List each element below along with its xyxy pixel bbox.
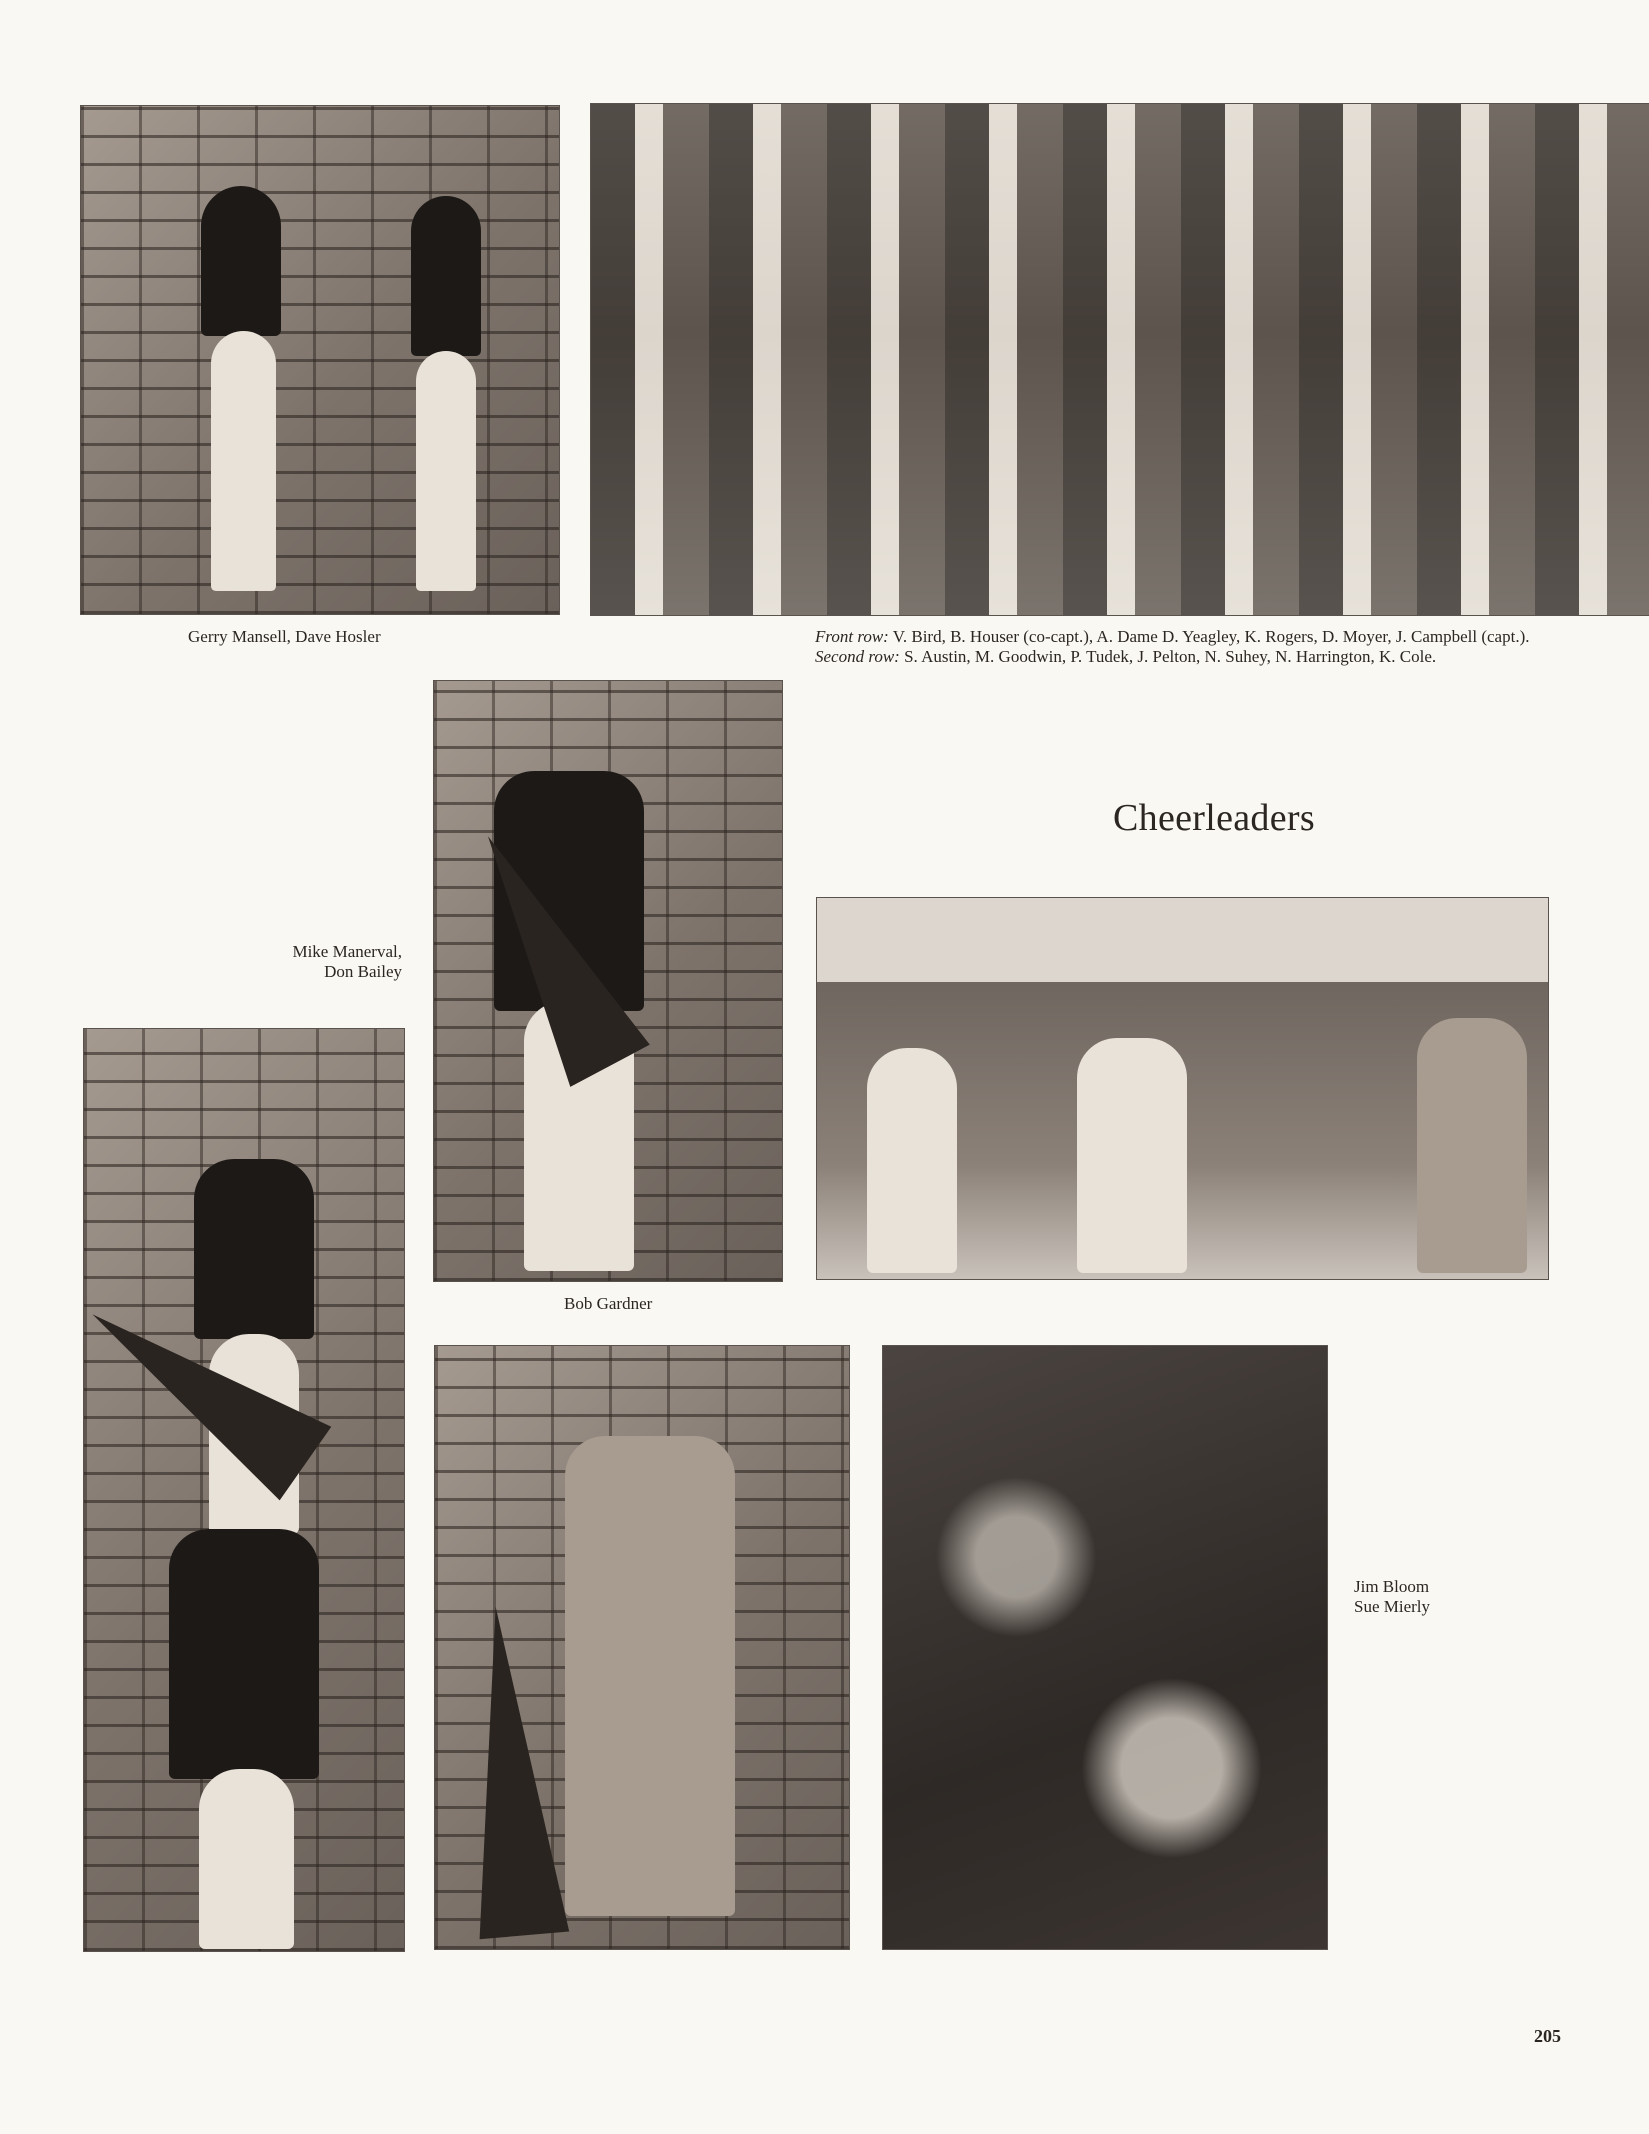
caption-gerry-dave: Gerry Mansell, Dave Hosler [188, 627, 381, 646]
caption-mike-don [240, 942, 402, 982]
caption-second-row-names: S. Austin, M. Goodwin, P. Tudek, J. Pelton, N. Suhey, N. Harrington, K. Cole. [899, 647, 1437, 666]
page-number: 205 [1534, 2026, 1561, 2046]
caption-mike: Mike Manerval, [292, 942, 402, 961]
photo-mike-don [83, 1028, 405, 1952]
caption-jim: Jim Bloom [1354, 1577, 1430, 1596]
caption-second-row-label: Second row: [815, 647, 900, 666]
caption-sue: Sue Mierly [1354, 1597, 1431, 1616]
caption-squad [815, 627, 1560, 667]
caption-bob: Bob Gardner [564, 1294, 653, 1313]
caption-front-row-names: V. Bird, B. Houser (co-capt.), A. Dame D. Yeagley, K. Rogers, D. Moyer, J. Campbell (capt.). [888, 627, 1530, 646]
photo-gym-cheer [816, 897, 1549, 1280]
page-title: Cheerleaders [1113, 797, 1315, 839]
caption-jim-sue [1354, 1577, 1430, 1617]
photo-mascot [434, 1345, 850, 1950]
caption-don: Don Bailey [324, 962, 402, 981]
caption-front-row-label: Front row: [815, 627, 889, 646]
photo-cheer-squad [590, 103, 1649, 616]
photo-band-bloom-mierly [882, 1345, 1328, 1950]
photo-bob-gardner [433, 680, 783, 1282]
photo-gerry-dave [80, 105, 560, 615]
